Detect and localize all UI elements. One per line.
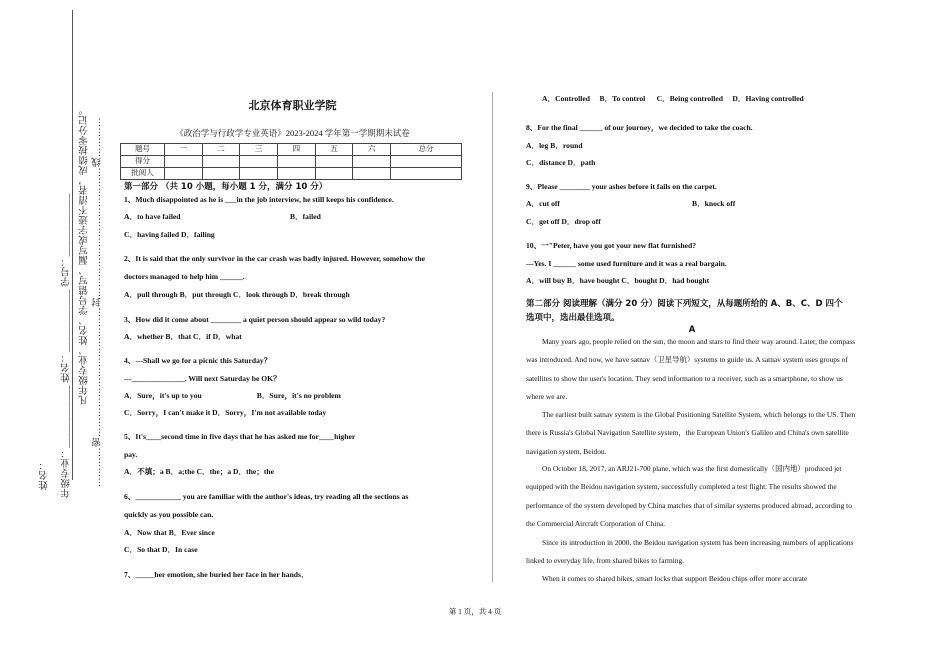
q4-stem-cont: ---______________. Will next Saturday be OK？ [124,374,281,383]
part2-heading: 第二部分 阅读理解（满分 20 分）阅读下列短文，从每题所给的 A、B、C、D 四个 [526,299,843,309]
score-col-5: 五 [315,144,353,156]
passage-paragraph-3: On October 18, 2017, an ARJ21-700 plane, which was the first domestically（国内地）produced jet equipped with the Beidou navigation system, successfully completed a test flight. The results showed the performance of the system developed by China matches that of similar systems produced abroad, according to the Commercial Aircraft Corporation of China. [526,464,852,528]
q5-stem-cont: pay. [124,450,138,459]
q9-option-b: B．knock off [692,199,736,208]
q1-option-cd: C．having failed D．failing [124,230,215,239]
binding-name-label: 姓名： [40,460,50,490]
q2-stem-cont: doctors managed to help him ______. [124,272,245,281]
q9-stem: 9、Please ________ your ashes before it fails on the carpet. [526,182,717,191]
q8-options-ab: A．leg B．round [526,141,583,150]
q2-stem: 2、It is said that the only survivor in the car crash was badly injured. However, somehow the [124,254,425,263]
q6-stem: 6、____________ you are familiar with the author's ideas, try reading all the sections as [124,492,409,501]
score-col-2: 二 [202,144,240,156]
q10-stem: 10、一"Peter, have you got your new flat furnished? [526,241,697,250]
q1-stem: 1、Much disappointed as he is ___in the job interview, he still keeps his confidence. [124,195,394,204]
q4-stem: 4、---Shall we go for a picnic this Saturday？ [124,356,272,365]
binding-notice: 凡年级专业、姓名、学号错写、漏写或字迹不清者，成绩按零分记。 [80,105,90,405]
q7-options: A．Controlled B．To control C．Being controlled D．Having controlled [542,94,804,103]
q6-options-ab: A．Now that B．Ever since [124,528,215,537]
q4-options-ab: A．Sure，it's up to you B．Sure，it's no problem [124,391,341,400]
q4-options-cd: C．Sorry，I can't make it D．Sorry，I'm not available today [124,408,327,417]
passage-paragraph-2: The earliest built satnav system is the Global Positioning Satellite System, which belongs to the US. Then there is Russia's Global Navigation Satellite system，the European Union's Galileo and China's own satellite navigation system, Beidou. [526,410,856,456]
score-row-label: 得分 [121,156,165,168]
q9-options-cd: C．get off D．drop off [526,217,601,226]
score-col-total: 总分 [391,144,462,156]
score-row [121,156,462,168]
q1-option-a: A．to have failed [124,212,181,221]
q8-stem: 8、For the final ______ of our journey，we decided to take the coach. [526,123,753,132]
passage-paragraph-4: Since its introduction in 2000, the Beidou navigation system has been increasing numbers of applications linked to everyday life, from shared bikes to farming. [526,538,854,566]
binding-seal-line: …………密…………………………………封…………………………………线………… [93,117,103,487]
q6-options-cd: C．So that D．In case [124,545,198,554]
q3-options: A．whether B．that C．if D．what [124,332,242,341]
q10-stem-cont: —Yes. I ______ some used furniture and it was a real bargain. [526,259,727,268]
left-column [120,0,485,600]
passage-label: A [688,325,696,335]
part1-heading: 第一部分 （共 10 小题，每小题 1 分，满分 10 分） [124,182,328,192]
passage-paragraph-1: Many years ago, people relied on the sun, the moon and stars to find their way around. Later, the compass was introduced. And now, we have satnav（卫星导航）systems to guide us. A satnav system uses groups of satellites to show the user's location. They send information to a receiver, such as a smartphone, to show us where we are. [526,337,856,401]
binding-student-fields: 年级专业：____________ 姓名：____________ 学号：____________ [62,193,72,498]
score-col-3: 三 [240,144,278,156]
grader-row-label: 批阅人 [121,168,165,180]
score-col-label: 题号 [121,144,165,156]
q1-option-b: B．failed [290,212,321,221]
column-divider [492,92,493,582]
passage-paragraph-5: When it comes to shared bikes, smart locks that support Beidou chips offer more accurate [542,574,808,583]
q8-options-cd: C．distance D．path [526,158,596,167]
score-col-4: 四 [278,144,316,156]
q10-options: A．will buy B．have bought C．bought D．had bought [526,276,710,285]
q6-stem-cont: quickly as you possible can. [124,510,214,519]
score-col-6: 六 [353,144,391,156]
exam-title: 《政治学与行政学专业英语》2023-2024 学年第一学期期末试卷 [175,128,410,138]
part2-heading-cont: 选项中，选出最佳选项。 [526,313,620,323]
right-column [524,0,864,600]
q3-stem: 3、How did it come about ________ a quiet person should appear so wild today? [124,315,386,324]
grader-row [121,168,462,180]
q5-options: A．不填；a B．a;the C．the；a D．the；the [124,467,274,476]
q2-options: A．pull through B．put through C．look through D．break through [124,290,350,299]
school-title: 北京体育职业学院 [248,99,337,112]
q9-option-a: A．cut off [526,199,560,208]
binding-vertical-rule [72,10,73,480]
score-col-1: 一 [165,144,203,156]
score-table [120,143,462,180]
q5-stem: 5、It's____second time in five days that he has asked me for____higher [124,432,356,441]
score-table-header-row [121,144,462,156]
q7-stem: 7、_____her emotion, she buried her face in her hands． [124,570,309,579]
page-number: 第 1 页，共 4 页 [448,607,502,616]
